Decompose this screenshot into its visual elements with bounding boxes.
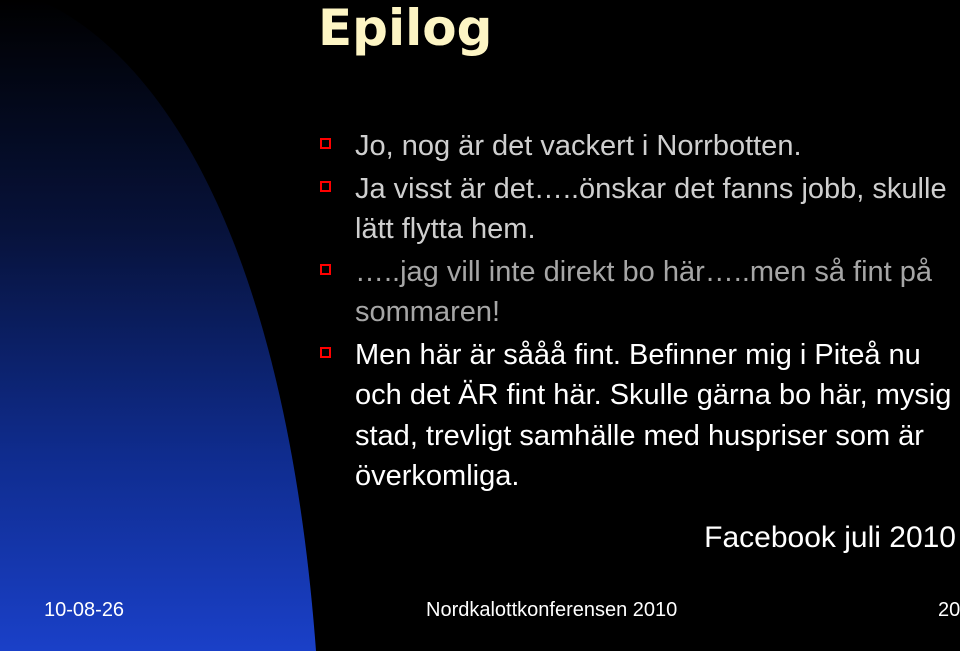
bullet-item <box>318 335 958 497</box>
slide-title: Epilog <box>318 0 493 57</box>
quote-source: Facebook juli 2010 <box>704 521 956 554</box>
bullet-item <box>318 252 958 333</box>
page-number: 20 <box>938 599 960 621</box>
bullet-item <box>318 169 958 250</box>
square-bullet-icon <box>320 181 331 192</box>
bullet-text: Jo, nog är det vackert i Norrbotten. <box>355 130 802 162</box>
footer-date: 10-08-26 <box>44 599 125 621</box>
square-bullet-icon <box>320 347 331 358</box>
bullet-text: …..jag vill inte direkt bo här…..men så fint på sommaren! <box>355 255 933 328</box>
bullet-text: Men här är sååå fint. Befinner mig i Piteå nu och det ÄR fint här. Skulle gärna bo här, mysig stad, trevligt samhälle med huspriser som är överkomliga. <box>355 338 952 492</box>
square-bullet-icon <box>320 138 331 149</box>
bullet-list <box>318 126 958 499</box>
bullet-item <box>318 126 958 167</box>
footer-title: Nordkalottkonferensen 2010 <box>426 599 678 621</box>
bullet-text: Ja visst är det…..önskar det fanns jobb, skulle lätt flytta hem. <box>355 172 947 245</box>
square-bullet-icon <box>320 264 331 275</box>
